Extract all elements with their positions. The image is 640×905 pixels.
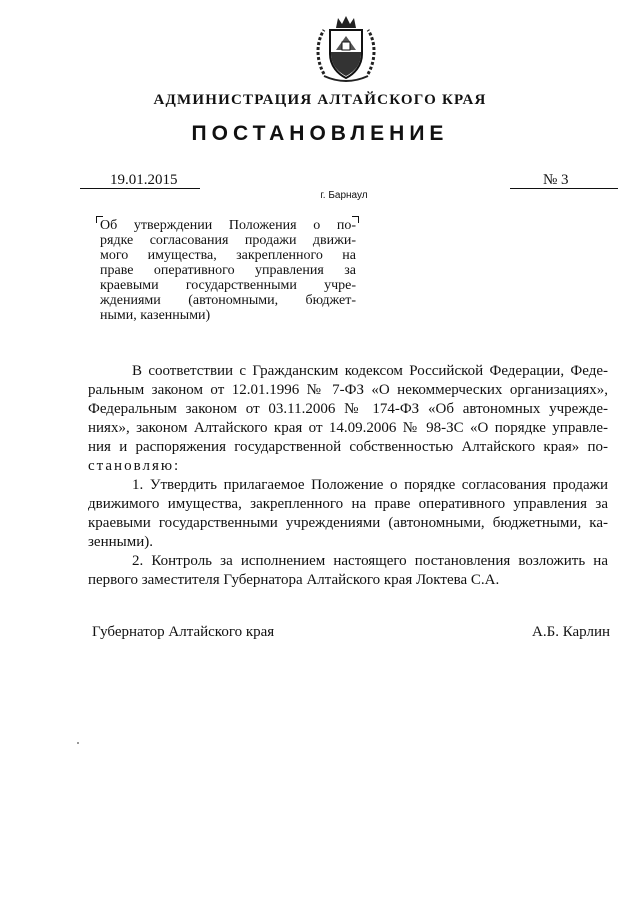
item-1-line: зенными).: [88, 534, 153, 550]
item-1-line: 1. Утвердить прилагаемое Положение о порядке согласования продажи: [132, 477, 608, 493]
document-body: [88, 362, 608, 590]
scan-dot: [77, 742, 79, 744]
body-line: ральным законом от 12.01.1996 № 7-ФЗ «О некоммерческих организациях»,: [88, 382, 608, 398]
resolve-word: становляю:: [88, 458, 181, 474]
subject-line: ждениями (автономными, бюджет-: [100, 293, 356, 308]
item-2-line: 2. Контроль за исполнением настоящего постановления возложить на: [132, 553, 608, 569]
city-label: г. Барнаул: [320, 190, 368, 201]
subject-line: рядке согласования продажи движи-: [100, 233, 356, 248]
item-2-line: первого заместителя Губернатора Алтайского края Локтева С.А.: [88, 572, 500, 588]
subject-line: праве оперативного управления за: [100, 263, 356, 278]
body-line: Федеральным законом от 03.11.2006 № 174-ФЗ «Об автономных учрежде-: [88, 401, 608, 417]
document-type: ПОСТАНОВЛЕНИЕ: [191, 122, 449, 145]
document-subject: [100, 218, 356, 323]
body-line: В соответствии с Гражданским кодексом Российской Федерации, Феде-: [132, 363, 608, 379]
coat-of-arms-icon: [314, 14, 378, 84]
item-1-line: движимого имущества, закрепленного на праве оперативного управления за: [88, 496, 608, 512]
document-date: 19.01.2015: [110, 172, 178, 188]
body-line: ния и распоряжения государственной собственностью Алтайского края» по-: [88, 439, 608, 455]
subject-line: Об утверждении Положения о по-: [100, 218, 356, 233]
signer-title: Губернатор Алтайского края: [92, 624, 275, 640]
organization-name: АДМИНИСТРАЦИЯ АЛТАЙСКОГО КРАЯ: [153, 92, 487, 108]
subject-line: краевыми государственными учре-: [100, 278, 356, 293]
document-number: № 3: [543, 172, 569, 188]
subject-line: ными, казенными): [100, 308, 211, 323]
item-1-line: краевыми государственными учреждениями (автономными, бюджетными, ка-: [88, 515, 608, 531]
subject-line: мого имущества, закрепленного на: [100, 248, 356, 263]
signer-name: А.Б. Карлин: [532, 624, 611, 640]
body-line: ниях», законом Алтайского края от 14.09.2006 № 98-ЗС «О порядке управле-: [88, 420, 608, 436]
